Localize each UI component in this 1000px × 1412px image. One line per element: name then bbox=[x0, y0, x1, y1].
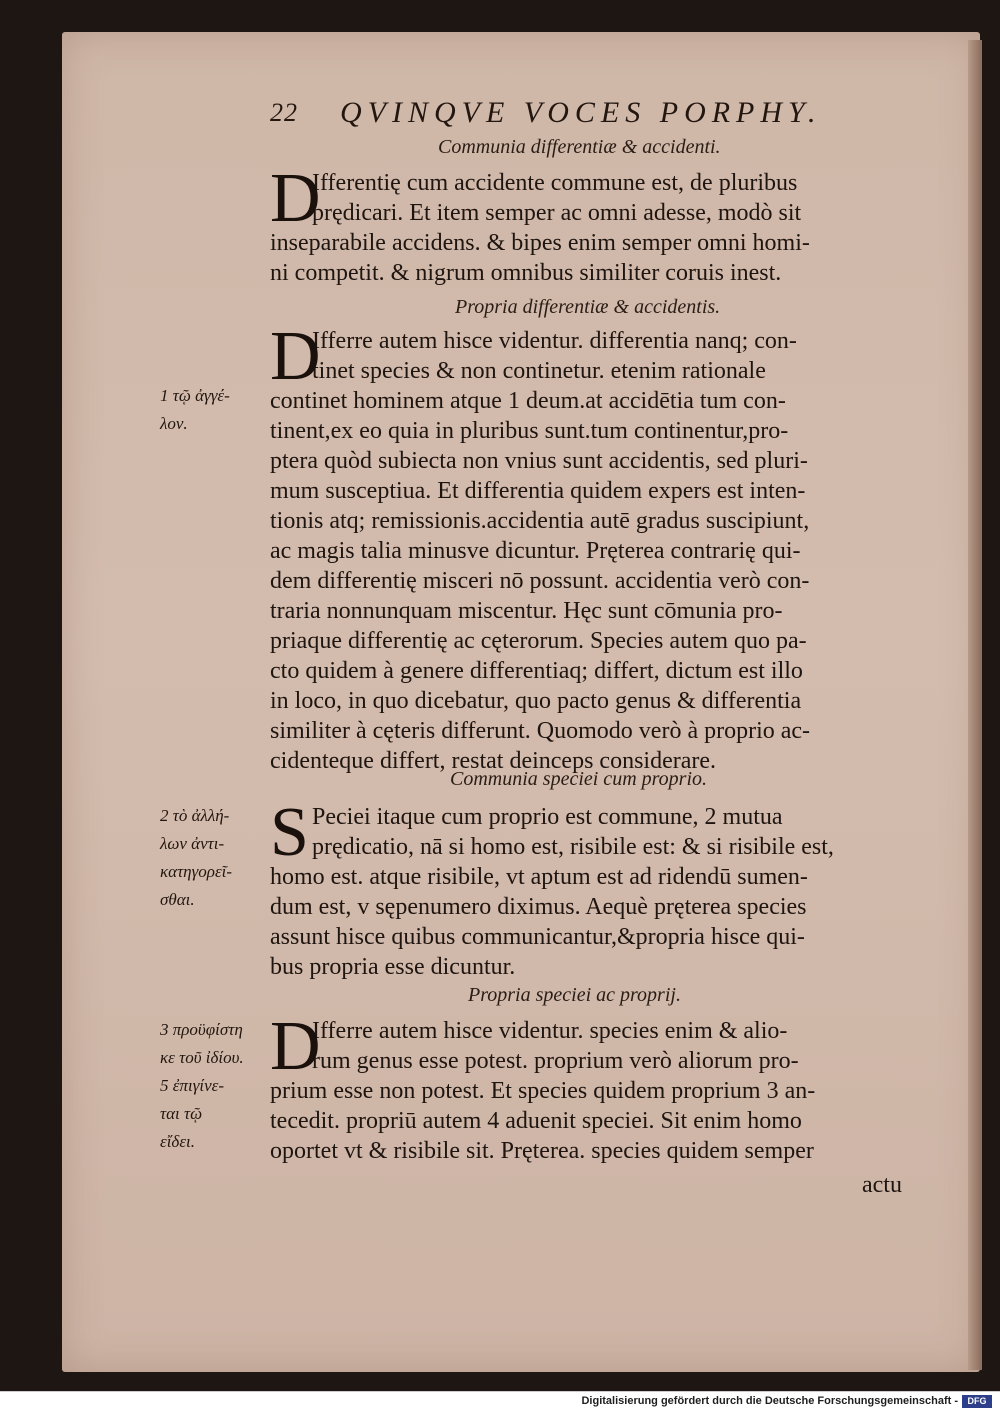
margin-note-line: κατηγορεῖ- bbox=[160, 862, 233, 881]
running-title: QVINQVE VOCES PORPHY. bbox=[340, 96, 822, 129]
text-line: similiter à cęteris differunt. Quomodo verò à proprio ac- bbox=[270, 718, 811, 744]
drop-initial: D bbox=[270, 318, 321, 395]
text-line: Ifferre autem hisce videntur. species enim & alio- bbox=[312, 1018, 788, 1044]
text-line: continet hominem atque 1 deum.at accidētia tum con- bbox=[270, 388, 786, 414]
text-line: cto quidem à genere differentiaq; differt, dictum est illo bbox=[270, 658, 803, 684]
catchword: actu bbox=[862, 1172, 902, 1198]
text-line: ac magis talia minusve dicuntur. Pręterea contrarię qui- bbox=[270, 538, 801, 564]
section-paragraph bbox=[270, 794, 920, 982]
margin-note-line: σθαι. bbox=[160, 890, 195, 909]
section-heading: Communia differentiæ & accidenti. bbox=[438, 136, 721, 158]
page-edge bbox=[968, 40, 982, 1370]
text-line: oportet vt & risibile sit. Pręterea. species quidem semper bbox=[270, 1138, 814, 1164]
section-paragraph bbox=[270, 1008, 920, 1166]
text-line: prędicatio, nā si homo est, risibile est: & si risibile est, bbox=[312, 834, 834, 860]
text-line: tecedit. propriū autem 4 aduenit speciei. Sit enim homo bbox=[270, 1108, 802, 1134]
section-paragraph bbox=[270, 160, 920, 288]
text-line: inseparabile accidens. & bipes enim semper omni homi- bbox=[270, 230, 810, 256]
text-line: assunt hisce quibus communicantur,&propria hisce qui- bbox=[270, 924, 805, 950]
margin-note-line: 2 τὸ ἀλλή- bbox=[160, 806, 230, 825]
section-paragraph bbox=[270, 318, 920, 776]
drop-initial: D bbox=[270, 1008, 321, 1085]
text-line: tinent,ex eo quia in pluribus sunt.tum continentur,pro- bbox=[270, 418, 789, 444]
text-line: bus propria esse dicuntur. bbox=[270, 954, 516, 980]
drop-initial: D bbox=[270, 160, 321, 237]
margin-note-line: 3 προϋφίστη bbox=[160, 1020, 243, 1039]
text-line: mum susceptiua. Et differentia quidem expers est inten- bbox=[270, 478, 806, 504]
drop-initial: S bbox=[270, 794, 309, 871]
text-line: Ifferentię cum accidente commune est, de pluribus bbox=[312, 170, 798, 196]
section-heading: Propria differentiæ & accidentis. bbox=[455, 296, 721, 318]
page-number: 22 bbox=[270, 98, 298, 127]
margin-note-line: εἴδει. bbox=[160, 1132, 195, 1151]
section-heading: Communia speciei cum proprio. bbox=[450, 768, 708, 790]
text-line: cidenteque differt, restat deinceps considerare. bbox=[270, 748, 717, 774]
running-head bbox=[270, 96, 870, 136]
text-line: Ifferre autem hisce videntur. differentia nanq; con- bbox=[312, 328, 797, 354]
section-heading: Propria speciei ac proprij. bbox=[468, 984, 681, 1006]
text-line: prium esse non potest. Et species quidem proprium 3 an- bbox=[270, 1078, 816, 1104]
text-line: dem differentię misceri nō possunt. accidentia verò con- bbox=[270, 568, 810, 594]
text-line: rum genus esse potest. proprium verò aliorum pro- bbox=[312, 1048, 799, 1074]
margin-note bbox=[160, 802, 260, 914]
margin-note bbox=[160, 382, 260, 438]
text-line: tinet species & non continetur. etenim rationale bbox=[312, 358, 766, 384]
footer-bar bbox=[0, 1391, 1000, 1412]
margin-note-line: ται τῷ bbox=[160, 1104, 203, 1123]
text-line: tionis atq; remissionis.accidentia autē gradus suscipiunt, bbox=[270, 508, 810, 534]
margin-note-line: λον. bbox=[160, 414, 188, 433]
text-line: ptera quòd subiecta non vnius sunt accidentis, sed pluri- bbox=[270, 448, 808, 474]
text-line: dum est, v sępenumero diximus. Aequè pręterea species bbox=[270, 894, 807, 920]
dfg-logo[interactable]: DFG bbox=[962, 1395, 992, 1408]
text-line: priaque differentię ac cęterorum. Species autem quo pa- bbox=[270, 628, 807, 654]
text-line: Peciei itaque cum proprio est commune, 2 mutua bbox=[312, 804, 783, 830]
margin-note-line: 5 ἐπιγίνε- bbox=[160, 1076, 225, 1095]
margin-note-line: κε τοῦ ἰδίου. bbox=[160, 1048, 244, 1067]
text-line: traria nonnunquam miscentur. Hęc sunt cōmunia pro- bbox=[270, 598, 783, 624]
text-line: ni competit. & nigrum omnibus similiter coruis inest. bbox=[270, 260, 782, 286]
text-line: in loco, in quo dicebatur, quo pacto genus & differentia bbox=[270, 688, 802, 714]
text-line: homo est. atque risibile, vt aptum est ad ridendū sumen- bbox=[270, 864, 808, 890]
margin-note-line: λων ἀντι- bbox=[160, 834, 225, 853]
text-line: prędicari. Et item semper ac omni adesse, modò sit bbox=[312, 200, 802, 226]
margin-note-line: 1 τῷ ἀγγέ- bbox=[160, 386, 230, 405]
margin-note bbox=[160, 1016, 260, 1156]
footer-credit: Digitalisierung gefördert durch die Deutsche Forschungsgemeinschaft - bbox=[581, 1395, 958, 1407]
